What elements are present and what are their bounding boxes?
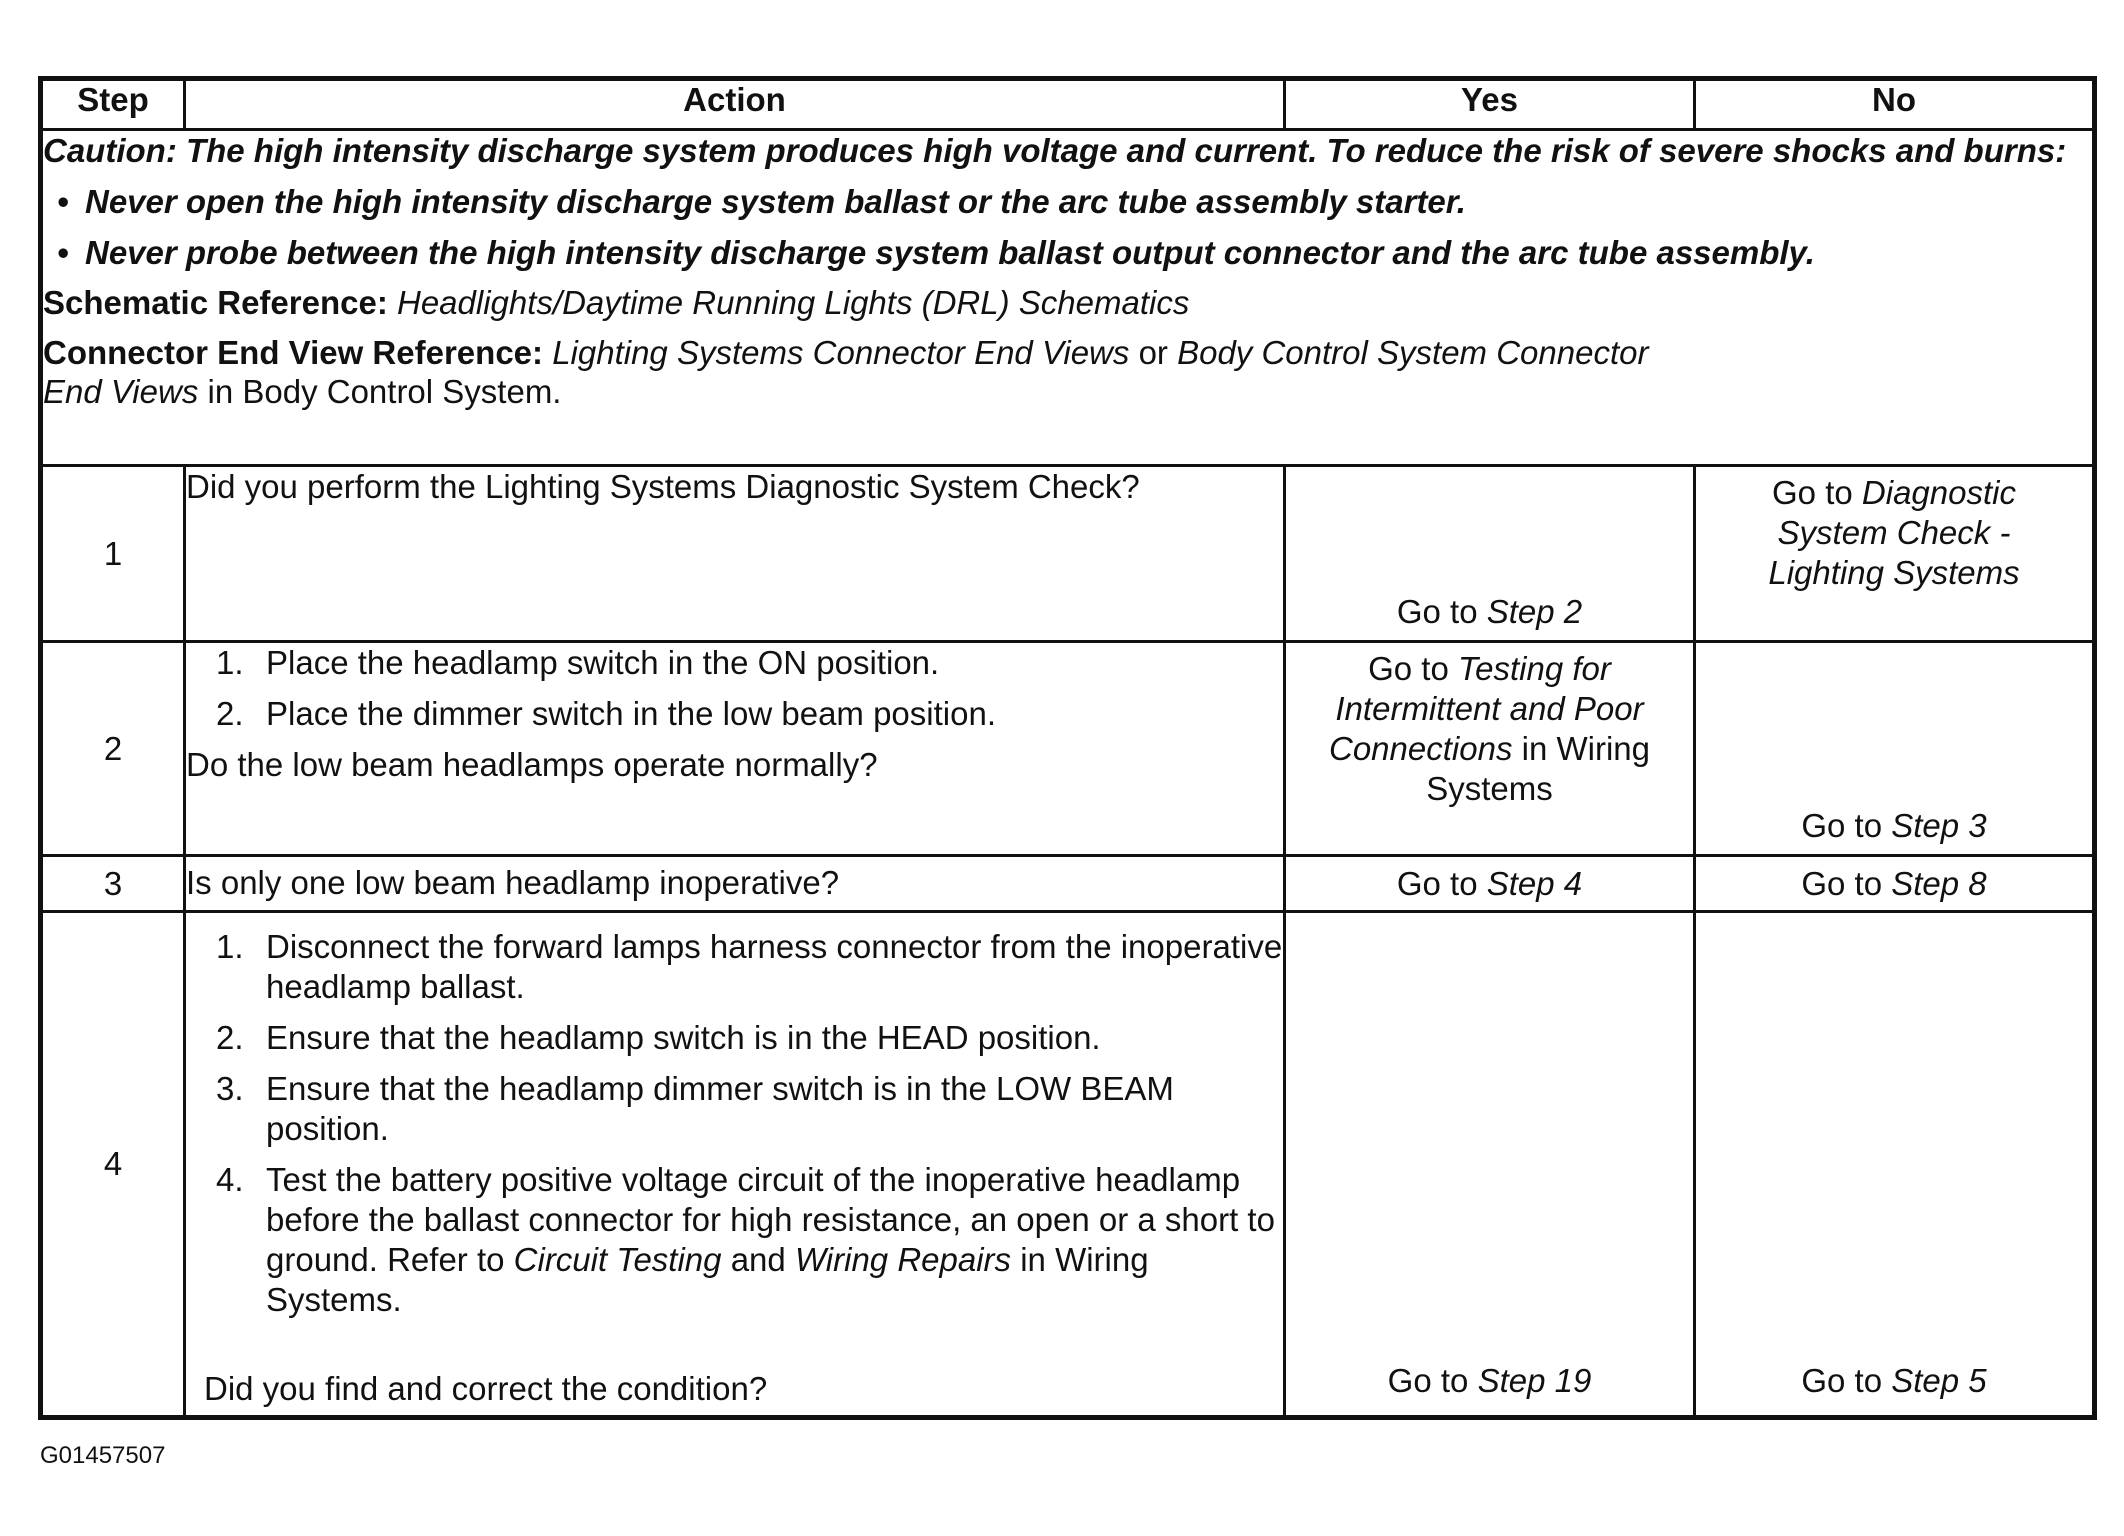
yes-link[interactable]: Testing for Intermittent and Poor Connections xyxy=(1329,650,1644,767)
action-item-and: and xyxy=(730,1241,786,1278)
step-row-4 xyxy=(41,912,2095,1418)
step-row-1 xyxy=(41,466,2095,642)
connector-tail: in Body Control System. xyxy=(207,373,562,410)
header-no: No xyxy=(1695,79,2095,130)
caution-bullet-2: • Never probe between the high intensity discharge system ballast output connector and the arc tube assembly. xyxy=(43,233,2092,273)
no-link[interactable]: Step 5 xyxy=(1891,1362,1987,1399)
action-item: Ensure that the headlamp switch is in the HEAD position. xyxy=(266,1019,1101,1056)
action-cell xyxy=(185,642,1285,856)
no-prefix: Go to xyxy=(1801,864,1883,902)
yes-result xyxy=(1286,592,1693,632)
no-link[interactable]: Step 8 xyxy=(1891,864,1987,902)
yes-prefix: Go to xyxy=(1387,1362,1469,1399)
action-cell xyxy=(185,466,1285,642)
action-cell xyxy=(185,856,1285,912)
no-link[interactable]: Step 3 xyxy=(1891,807,1987,844)
figure-id: G01457507 xyxy=(40,1442,166,1469)
schematic-label: Schematic Reference: xyxy=(43,284,388,321)
action-item: Place the headlamp switch in the ON position. xyxy=(266,644,940,681)
yes-link[interactable]: Step 4 xyxy=(1486,864,1583,902)
circuit-testing-link[interactable]: Circuit Testing xyxy=(513,1241,722,1278)
action-cell xyxy=(185,912,1285,1418)
no-prefix: Go to xyxy=(1772,474,1853,511)
wiring-repairs-link[interactable]: Wiring Repairs xyxy=(794,1241,1012,1278)
action-item: Ensure that the headlamp dimmer switch is in the LOW BEAM position. xyxy=(266,1070,1174,1147)
action-item-tail: in Wiring Systems. xyxy=(266,1241,1149,1318)
caution-row xyxy=(41,130,2095,466)
no-result xyxy=(1696,1361,2092,1401)
step-number: 4 xyxy=(41,912,185,1418)
no-cell xyxy=(1695,642,2095,856)
caution-bullet-1: • Never open the high intensity discharge system ballast or the arc tube assembly starter. xyxy=(43,182,2092,222)
step-number: 3 xyxy=(41,856,185,912)
header-row xyxy=(41,79,2095,130)
connector-link-body-2[interactable]: End Views xyxy=(43,373,199,410)
step-number: 1 xyxy=(41,466,185,642)
connector-label: Connector End View Reference: xyxy=(43,334,544,371)
step-row-3 xyxy=(41,856,2095,912)
yes-prefix: Go to xyxy=(1396,593,1478,630)
no-link[interactable]: Diagnostic System Check - Lighting Systems xyxy=(1768,474,2020,591)
connector-or: or xyxy=(1138,334,1168,371)
yes-cell xyxy=(1285,912,1695,1418)
yes-tail: in Wiring Systems xyxy=(1426,730,1650,807)
yes-result xyxy=(1286,643,1693,809)
step-question: Is only one low beam headlamp inoperative? xyxy=(186,864,840,901)
yes-cell xyxy=(1285,642,1695,856)
caution-text: Caution: The high intensity discharge system produces high voltage and current. To reduce the risk of severe shocks and burns: xyxy=(43,132,2067,169)
yes-prefix: Go to xyxy=(1396,864,1478,902)
yes-prefix: Go to xyxy=(1368,650,1449,687)
no-result xyxy=(1696,806,2092,846)
step-number: 2 xyxy=(41,642,185,856)
no-prefix: Go to xyxy=(1801,807,1883,844)
step-question: Did you perform the Lighting Systems Diagnostic System Check? xyxy=(186,468,1140,505)
connector-link-lighting[interactable]: Lighting Systems Connector End Views xyxy=(552,334,1130,371)
connector-link-body-1[interactable]: Body Control System Connector xyxy=(1177,334,1649,371)
no-cell xyxy=(1695,912,2095,1418)
header-action: Action xyxy=(185,79,1285,130)
action-list xyxy=(186,927,1283,1320)
action-item-text: Test the battery positive voltage circuit of the inoperative headlamp before the ballast connector for high resistance, an open or a short to ground. Refer to xyxy=(266,1161,1275,1278)
yes-cell xyxy=(1285,466,1695,642)
action-item: Disconnect the forward lamps harness connector from the inoperative headlamp ballast. xyxy=(266,928,1283,1005)
caution-cell xyxy=(41,130,2095,466)
no-prefix: Go to xyxy=(1801,1362,1883,1399)
step-row-2 xyxy=(41,642,2095,856)
no-result xyxy=(1696,467,2092,593)
action-item-4 xyxy=(266,1160,1283,1320)
diagnostic-table xyxy=(38,76,2097,1420)
no-cell xyxy=(1695,856,2095,912)
action-list xyxy=(186,643,1283,734)
yes-link[interactable]: Step 2 xyxy=(1486,593,1583,630)
yes-link[interactable]: Step 19 xyxy=(1477,1362,1592,1399)
header-step: Step xyxy=(41,79,185,130)
no-cell xyxy=(1695,466,2095,642)
yes-cell xyxy=(1285,856,1695,912)
step-question: Did you find and correct the condition? xyxy=(204,1370,768,1407)
step-question: Do the low beam headlamps operate normally? xyxy=(186,746,878,783)
schematic-reference xyxy=(43,283,2092,323)
schematic-link[interactable]: Headlights/Daytime Running Lights (DRL) Schematics xyxy=(397,284,1190,321)
connector-reference xyxy=(43,333,2092,411)
header-yes: Yes xyxy=(1285,79,1695,130)
yes-result xyxy=(1286,1361,1693,1401)
action-item: Place the dimmer switch in the low beam position. xyxy=(266,695,996,732)
